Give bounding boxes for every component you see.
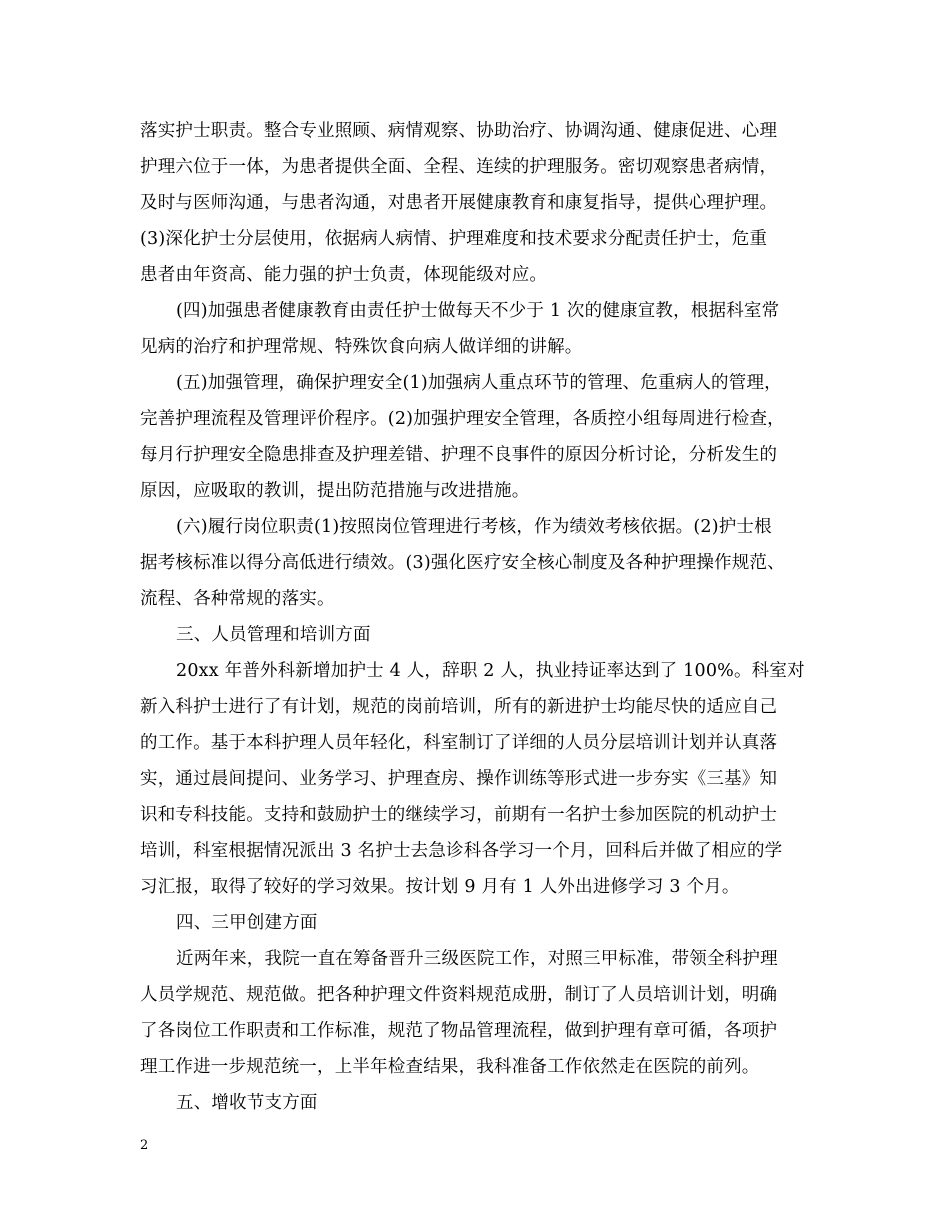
paragraph-start-line: 近两年来，我院一直在筹备晋升三级医院工作，对照三甲标准，带领全科护理 xyxy=(176,949,778,969)
text-line: 护理六位于一体，为患者提供全面、全程、连续的护理服务。密切观察患者病情， xyxy=(140,157,778,177)
text-line: 培训，科室根据情况派出 3 名护士去急诊科各学习一个月，回科后并做了相应的学 xyxy=(140,841,783,861)
section-heading: 五、增收节支方面 xyxy=(176,1093,318,1113)
text-line: 实，通过晨间提问、业务学习、护理查房、操作训练等形式进一步夯实《三基》知 xyxy=(140,769,778,789)
text-line: 据考核标准以得分高低进行绩效。(3)强化医疗安全核心制度及各种护理操作规范、 xyxy=(140,553,785,573)
paragraph-start-line: (四)加强患者健康教育由责任护士做每天不少于 1 次的健康宣教，根据科室常 xyxy=(176,301,780,321)
text-line: 新入科护士进行了有计划，规范的岗前培训，所有的新进护士均能尽快的适应自己 xyxy=(140,697,778,717)
text-line: 原因，应吸取的教训，提出防范措施与改进措施。 xyxy=(140,481,530,501)
section-heading: 三、人员管理和培训方面 xyxy=(176,625,371,645)
text-line: 习汇报，取得了较好的学习效果。按计划 9 月有 1 人外出进修学习 3 个月。 xyxy=(140,877,740,897)
text-line: 每月行护理安全隐患排查及护理差错、护理不良事件的原因分析讨论，分析发生的 xyxy=(140,445,778,465)
text-line: 落实护士职责。整合专业照顾、病情观察、协助治疗、协调沟通、健康促进、心理 xyxy=(140,121,778,141)
paragraph-start-line: (六)履行岗位职责(1)按照岗位管理进行考核，作为绩效考核依据。(2)护士根 xyxy=(176,517,772,537)
text-line: 见病的治疗和护理常规、特殊饮食向病人做详细的讲解。 xyxy=(140,337,583,357)
text-line: 流程、各种常规的落实。 xyxy=(140,589,335,609)
text-line: 患者由年资高、能力强的护士负责，体现能级对应。 xyxy=(140,265,548,285)
paragraph-start-line: 20xx 年普外科新增加护士 4 人，辞职 2 人，执业持证率达到了 100%。科室对 xyxy=(176,661,805,681)
text-line: 人员学规范、规范做。把各种护理文件资料规范成册，制订了人员培训计划，明确 xyxy=(140,985,778,1005)
section-heading: 四、三甲创建方面 xyxy=(176,913,318,933)
text-line: 理工作进一步规范统一，上半年检查结果，我科准备工作依然走在医院的前列。 xyxy=(140,1057,760,1077)
page-number: 2 xyxy=(140,1138,149,1153)
text-line: 识和专科技能。支持和鼓励护士的继续学习，前期有一名护士参加医院的机动护士 xyxy=(140,805,778,825)
text-line: 及时与医师沟通，与患者沟通，对患者开展健康教育和康复指导，提供心理护理。 xyxy=(140,193,778,213)
text-line: 的工作。基于本科护理人员年轻化，科室制订了详细的人员分层培训计划并认真落 xyxy=(140,733,778,753)
text-line: 了各岗位工作职责和工作标准，规范了物品管理流程，做到护理有章可循，各项护 xyxy=(140,1021,778,1041)
text-line: 完善护理流程及管理评价程序。(2)加强护理安全管理，各质控小组每周进行检查， xyxy=(140,409,785,429)
text-line: (3)深化护士分层使用，依据病人病情、护理难度和技术要求分配责任护士，危重 xyxy=(140,229,768,249)
paragraph-start-line: (五)加强管理，确保护理安全(1)加强病人重点环节的管理、危重病人的管理， xyxy=(176,373,782,393)
